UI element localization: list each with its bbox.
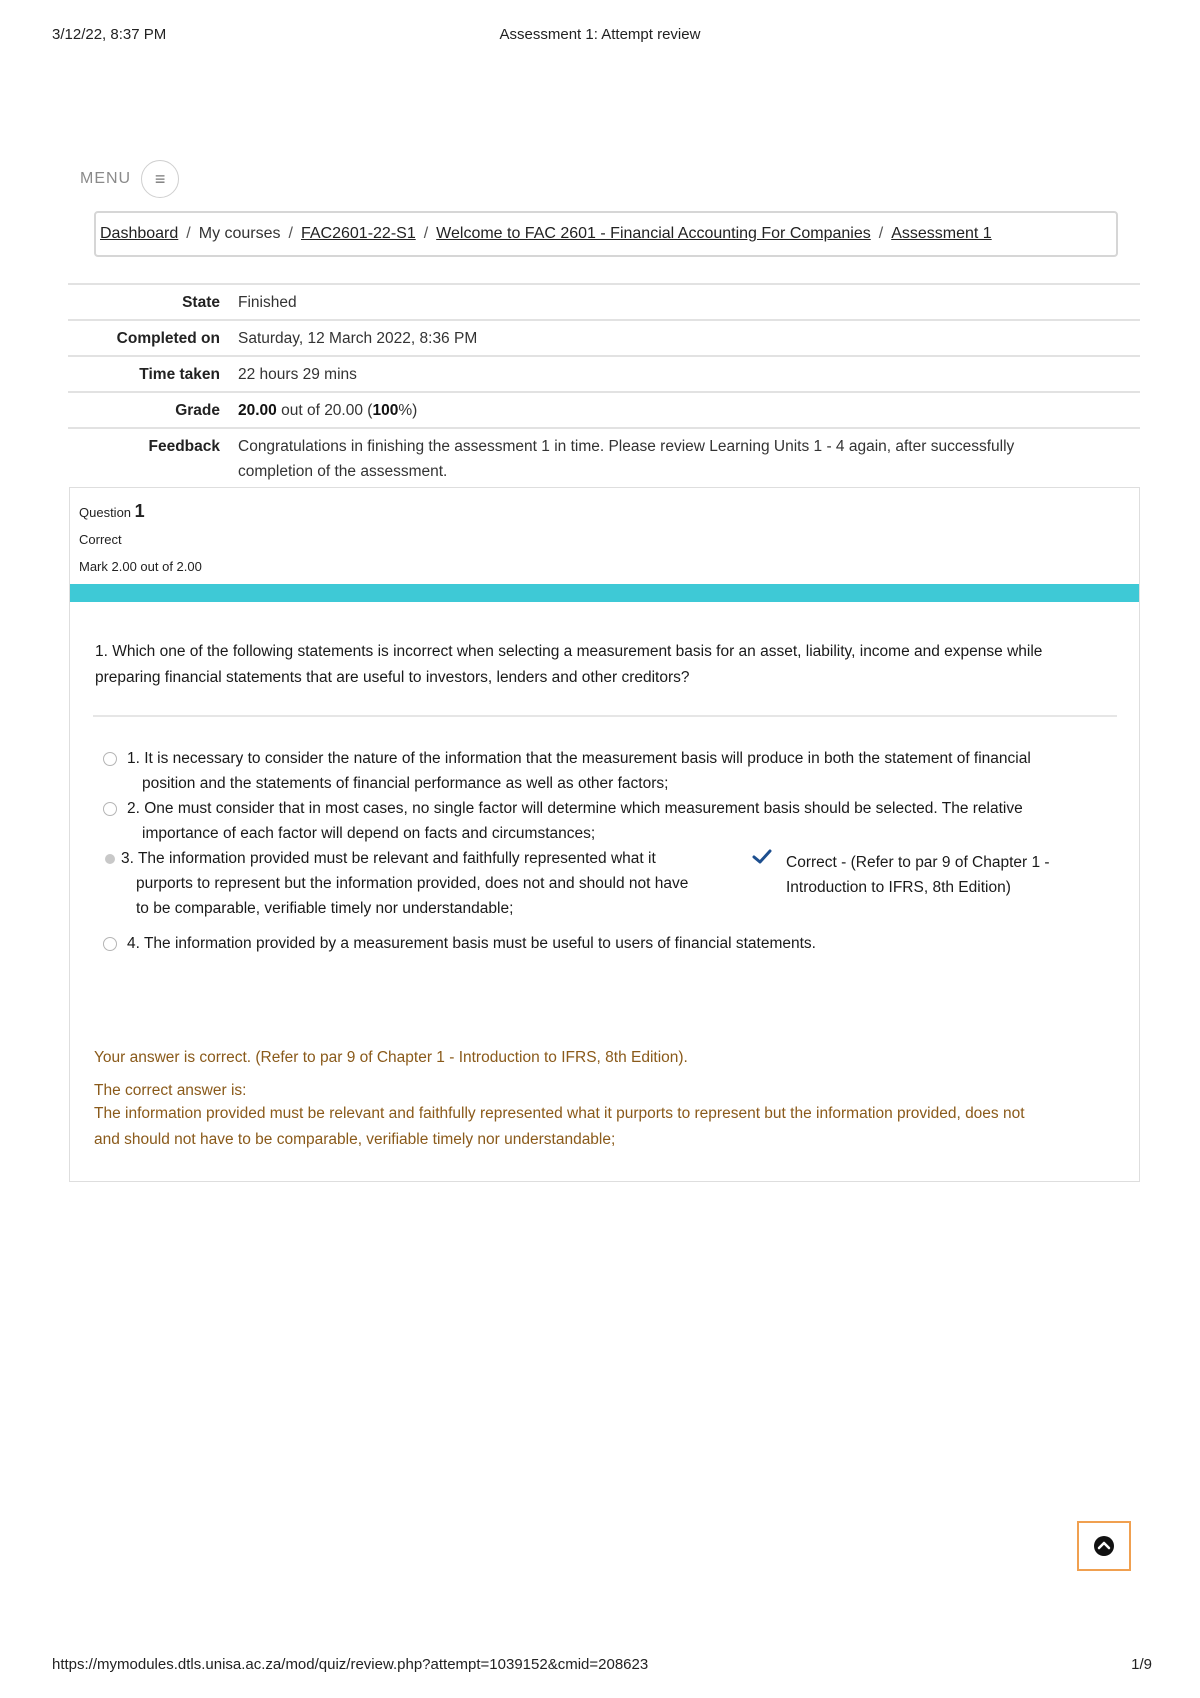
chevron-up-icon — [1093, 1535, 1115, 1557]
hamburger-icon[interactable]: ≡ — [141, 160, 179, 198]
divider — [93, 715, 1117, 717]
summary-row-grade — [68, 392, 1140, 428]
correct-answer-label: The correct answer is: — [94, 1082, 247, 1099]
question-mark: Mark 2.00 out of 2.00 — [79, 559, 202, 574]
summary-value: 22 hours 29 mins — [230, 356, 1140, 392]
summary-label: Grade — [68, 392, 230, 428]
menu-label[interactable]: MENU — [80, 170, 132, 187]
feedback-line: Congratulations in finishing the assessment 1 in time. Please review Learning Units 1 - 4 again, after successfully — [238, 438, 1015, 455]
question-info-bar — [70, 584, 1139, 602]
summary-label: Completed on — [68, 320, 230, 356]
option-feedback-line: Correct - (Refer to par 9 of Chapter 1 - — [786, 854, 1050, 871]
breadcrumb-welcome[interactable]: Welcome to FAC 2601 - Financial Accounting For Companies — [436, 225, 871, 242]
attempt-summary-table — [68, 283, 1140, 488]
breadcrumb-course[interactable]: FAC2601-22-S1 — [300, 225, 416, 242]
question-text — [95, 639, 1105, 691]
option-text-line: purports to represent but the information provided, does not and should not have — [136, 875, 689, 892]
question-text-line: 1. Which one of the following statements is incorrect when selecting a measurement basis for an asset, liability, income and expense while — [95, 643, 1043, 660]
general-feedback: Your answer is correct. (Refer to par 9 of Chapter 1 - Introduction to IFRS, 8th Edition). — [94, 1049, 688, 1066]
option-text-line: 3. The information provided must be relevant and faithfully represented what it — [121, 850, 656, 867]
question-label: Question — [79, 505, 132, 520]
breadcrumb — [94, 211, 1118, 257]
option-feedback-line: Introduction to IFRS, 8th Edition) — [786, 879, 1011, 896]
breadcrumb-separator: / — [423, 225, 429, 242]
question-card — [69, 487, 1140, 1182]
question-text-line: preparing financial statements that are useful to investors, lenders and other creditors? — [95, 669, 690, 686]
option-text-line: to be comparable, verifiable timely nor understandable; — [136, 900, 514, 917]
feedback-line: completion of the assessment. — [238, 463, 448, 480]
summary-label: State — [68, 284, 230, 320]
option-feedback — [786, 850, 1086, 900]
summary-row-state — [68, 284, 1140, 320]
correct-answer-line: and should not have to be comparable, verifiable timely nor understandable; — [94, 1131, 616, 1148]
grade-score: 20.00 — [238, 402, 277, 419]
question-outcome — [70, 1039, 1139, 1181]
option-text-line: 1. It is necessary to consider the nature of the information that the measurement basis will produce in both the statement of financial — [127, 750, 1031, 767]
breadcrumb-assessment[interactable]: Assessment 1 — [891, 225, 992, 242]
question-status: Correct — [79, 532, 122, 547]
summary-label: Time taken — [68, 356, 230, 392]
correct-answer-line: The information provided must be relevant and faithfully represented what it purports to represent but the information provided, does not — [94, 1105, 1025, 1122]
summary-value: Saturday, 12 March 2022, 8:36 PM — [230, 320, 1140, 356]
print-url: https://mymodules.dtls.unisa.ac.za/mod/quiz/review.php?attempt=1039152&cmid=208623 — [52, 1656, 649, 1673]
radio-button[interactable] — [103, 802, 117, 816]
summary-row-completed-on — [68, 320, 1140, 356]
radio-button[interactable] — [103, 752, 117, 766]
back-to-top-button[interactable] — [1077, 1521, 1131, 1571]
summary-row-feedback — [68, 428, 1140, 488]
question-info — [79, 498, 202, 580]
print-page-number: 1/9 — [1131, 1656, 1152, 1673]
check-icon — [752, 847, 772, 867]
option-text-line: importance of each factor will depend on facts and circumstances; — [142, 825, 596, 842]
print-datetime: 3/12/22, 8:37 PM — [52, 26, 167, 43]
summary-value: Finished — [230, 284, 1140, 320]
grade-percent: 100 — [372, 402, 399, 419]
summary-value — [230, 428, 1140, 488]
grade-out-of: out of 20.00 ( — [276, 402, 373, 419]
grade-percent-close: %) — [398, 402, 418, 419]
question-number: 1 — [134, 501, 145, 521]
summary-label: Feedback — [68, 428, 230, 488]
breadcrumb-separator: / — [186, 225, 191, 242]
option-text-line: 4. The information provided by a measurement basis must be useful to users of financial statements. — [127, 935, 816, 952]
breadcrumb-separator: / — [878, 225, 884, 242]
menu[interactable] — [80, 160, 179, 198]
option-text-line: 2. One must consider that in most cases, no single factor will determine which measurement basis should be selected. The relative — [127, 800, 1023, 817]
summary-value — [230, 392, 1140, 428]
print-page-title: Assessment 1: Attempt review — [499, 26, 701, 43]
radio-button-selected[interactable] — [105, 854, 115, 864]
summary-row-time-taken — [68, 356, 1140, 392]
radio-button[interactable] — [103, 937, 117, 951]
breadcrumb-separator: / — [288, 225, 293, 242]
breadcrumb-dashboard[interactable]: Dashboard — [100, 225, 179, 242]
option-text-line: position and the statements of financial performance as well as other factors; — [142, 775, 669, 792]
breadcrumb-my-courses: My courses — [198, 225, 281, 242]
